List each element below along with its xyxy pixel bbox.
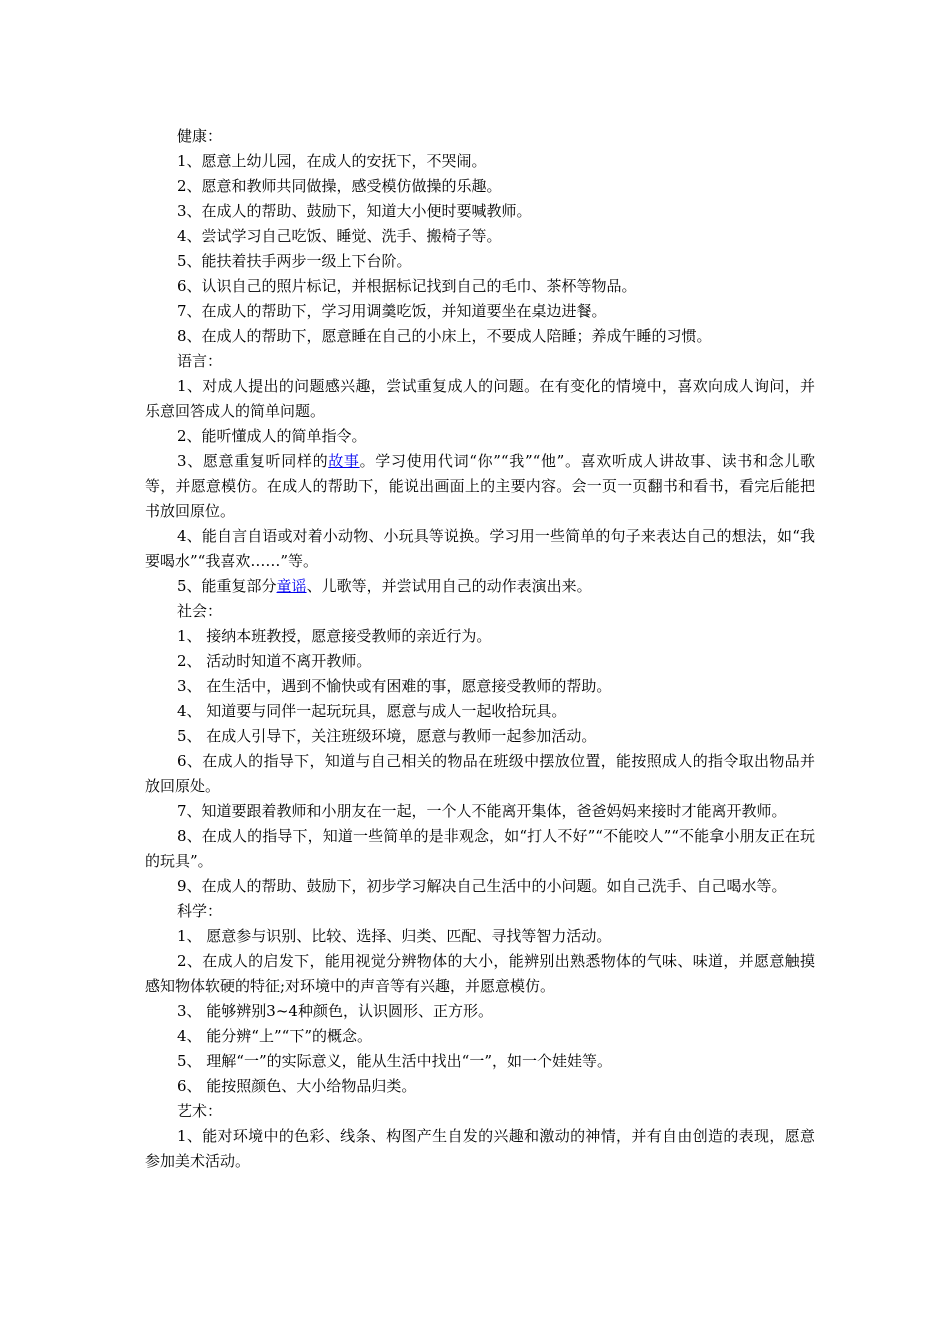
section-science: [145, 899, 815, 1099]
list-item: 4、 知道要与同伴一起玩玩具，愿意与成人一起收拾玩具。: [177, 702, 567, 720]
section-language: [145, 349, 815, 599]
list-item: 1、 接纳本班教授，愿意接受教师的亲近行为。: [177, 627, 492, 645]
list-item: 8、在成人的指导下，知道一些简单的是非观念，如“打人不好”“不能咬人”“不能拿小朋友正在玩的玩具”。: [145, 827, 815, 870]
list-item: 4、尝试学习自己吃饭、睡觉、洗手、搬椅子等。: [177, 227, 502, 245]
list-item: 6、 能按照颜色、大小给物品归类。: [177, 1077, 417, 1095]
list-item: 5、 在成人引导下，关注班级环境，愿意与教师一起参加活动。: [177, 727, 597, 745]
list-item: 8、在成人的帮助下，愿意睡在自己的小床上，不要成人陪睡；养成午睡的习惯。: [177, 327, 712, 345]
list-item: 3、在成人的帮助、鼓励下，知道大小便时要喊教师。: [177, 202, 532, 220]
section-heading: 艺术：: [177, 1102, 223, 1120]
list-item: 6、认识自己的照片标记，并根据标记找到自己的毛巾、茶杯等物品。: [177, 277, 637, 295]
section-health: [145, 124, 815, 349]
list-item: 1、能对环境中的色彩、线条、构图产生自发的兴趣和激动的神情，并有自由创造的表现，愿意参加美术活动。: [145, 1127, 815, 1170]
section-social: [145, 599, 815, 899]
section-heading: 语言：: [177, 352, 223, 370]
list-item: 7、知道要跟着教师和小朋友在一起，一个人不能离开集体，爸爸妈妈来接时才能离开教师。: [177, 802, 787, 820]
list-item: 9、在成人的帮助、鼓励下，初步学习解决自己生活中的小问题。如自己洗手、自己喝水等。: [177, 877, 787, 895]
item-text: 。学习使用代词“你”“我”“他”。喜欢听成人讲故事、读书和念儿歌等，并愿意模仿。在成人的帮助下，能说出画面上的主要内容。会一页一页翻书和看书，看完后能把书放回原位。: [145, 452, 815, 520]
list-item: 1、愿意上幼儿园，在成人的安抚下，不哭闹。: [177, 152, 487, 170]
list-item: 3、 能够辨别3~4种颜色，认识圆形、正方形。: [177, 1002, 493, 1020]
list-item: 2、在成人的启发下，能用视觉分辨物体的大小，能辨别出熟悉物体的气味、味道，并愿意触摸感知物体软硬的特征;对环境中的声音等有兴趣，并愿意模仿。: [145, 952, 815, 995]
item-text: 3、愿意重复听同样的: [177, 452, 329, 470]
list-item: [145, 449, 815, 524]
list-item: 6、在成人的指导下，知道与自己相关的物品在班级中摆放位置，能按照成人的指令取出物品并放回原处。: [145, 752, 815, 795]
item-text: 、儿歌等，并尝试用自己的动作表演出来。: [306, 577, 592, 595]
section-art: [145, 1099, 815, 1174]
list-item: 5、能扶着扶手两步一级上下台阶。: [177, 252, 412, 270]
list-item: 4、 能分辨“上”“下”的概念。: [177, 1027, 372, 1045]
list-item: 1、对成人提出的问题感兴趣，尝试重复成人的问题。在有变化的情境中，喜欢向成人询问，并乐意回答成人的简单问题。: [145, 377, 815, 420]
list-item: 7、在成人的帮助下，学习用调羹吃饭，并知道要坐在桌边进餐。: [177, 302, 607, 320]
list-item: 2、愿意和教师共同做操，感受模仿做操的乐趣。: [177, 177, 502, 195]
list-item: 2、 活动时知道不离开教师。: [177, 652, 372, 670]
section-heading: 社会：: [177, 602, 223, 620]
list-item: 1、 愿意参与识别、比较、选择、归类、匹配、寻找等智力活动。: [177, 927, 612, 945]
section-heading: 健康：: [177, 127, 223, 145]
item-text: 5、能重复部分: [177, 577, 277, 595]
section-heading: 科学：: [177, 902, 223, 920]
list-item: 4、能自言自语或对着小动物、小玩具等说换。学习用一些简单的句子来表达自己的想法，如“我要喝水”“我喜欢……”等。: [145, 527, 815, 570]
document-body: [145, 124, 815, 1174]
nursery-rhyme-link[interactable]: 童谣: [276, 577, 307, 595]
list-item: [145, 574, 815, 599]
story-link[interactable]: 故事: [328, 452, 360, 470]
list-item: 5、 理解“一”的实际意义，能从生活中找出“一”，如一个娃娃等。: [177, 1052, 612, 1070]
list-item: 3、 在生活中，遇到不愉快或有困难的事，愿意接受教师的帮助。: [177, 677, 612, 695]
list-item: 2、能听懂成人的简单指令。: [177, 427, 367, 445]
